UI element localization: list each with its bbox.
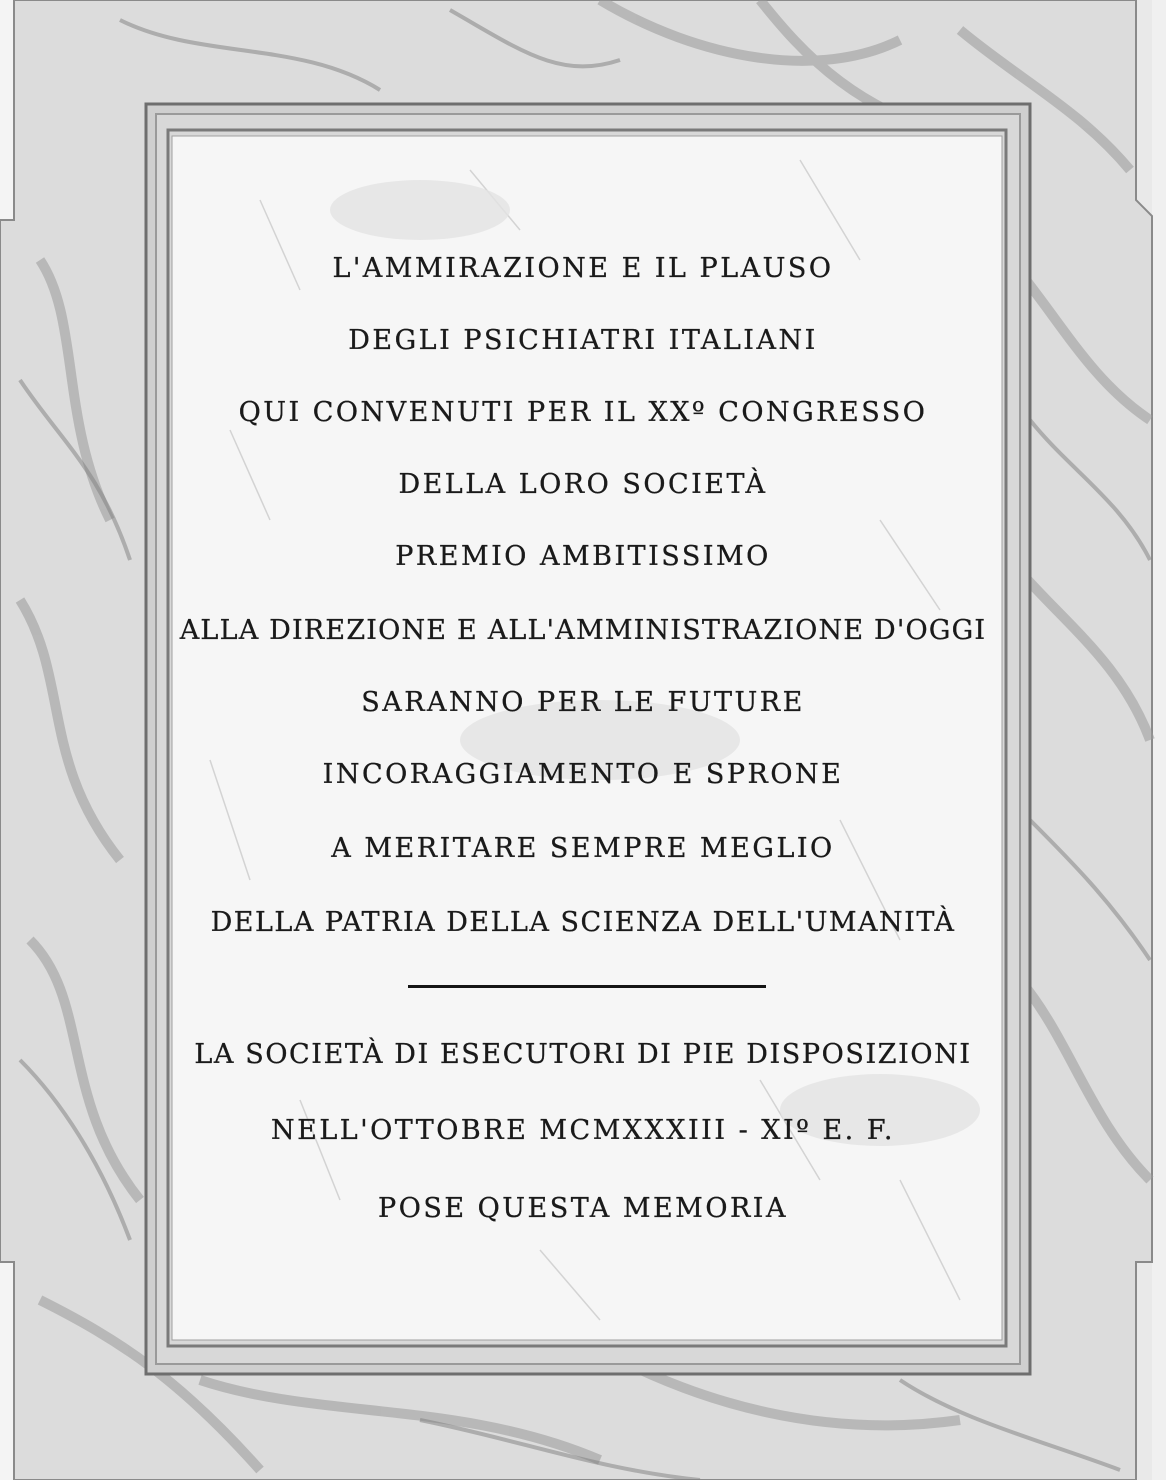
inscription-line-1: L'AMMIRAZIONE E IL PLAUSO xyxy=(332,253,834,284)
inscription-line-3: QUI CONVENUTI PER IL XXº CONGRESSO xyxy=(238,397,928,428)
inscription-line-7: SARANNO PER LE FUTURE xyxy=(361,687,805,718)
inscription-line-6: ALLA DIREZIONE E ALL'AMMINISTRAZIONE D'OGGI xyxy=(179,615,987,646)
inscription-line-2: DEGLI PSICHIATRI ITALIANI xyxy=(348,325,818,356)
inscription-line-5: PREMIO AMBITISSIMO xyxy=(395,541,771,572)
separator-rule xyxy=(408,985,766,988)
dedication-line-3: POSE QUESTA MEMORIA xyxy=(378,1193,788,1224)
dedication-line-2: NELL'OTTOBRE MCMXXXIII - XIº E. F. xyxy=(271,1115,895,1146)
dedication-line-1: LA SOCIETÀ DI ESECUTORI DI PIE DISPOSIZIONI xyxy=(194,1039,972,1070)
inscription-line-9: A MERITARE SEMPRE MEGLIO xyxy=(331,833,835,864)
inscription-line-10: DELLA PATRIA DELLA SCIENZA DELL'UMANITÀ xyxy=(210,907,956,938)
inscription-line-8: INCORAGGIAMENTO E SPRONE xyxy=(322,759,844,790)
inscription-line-4: DELLA LORO SOCIETÀ xyxy=(398,469,768,500)
